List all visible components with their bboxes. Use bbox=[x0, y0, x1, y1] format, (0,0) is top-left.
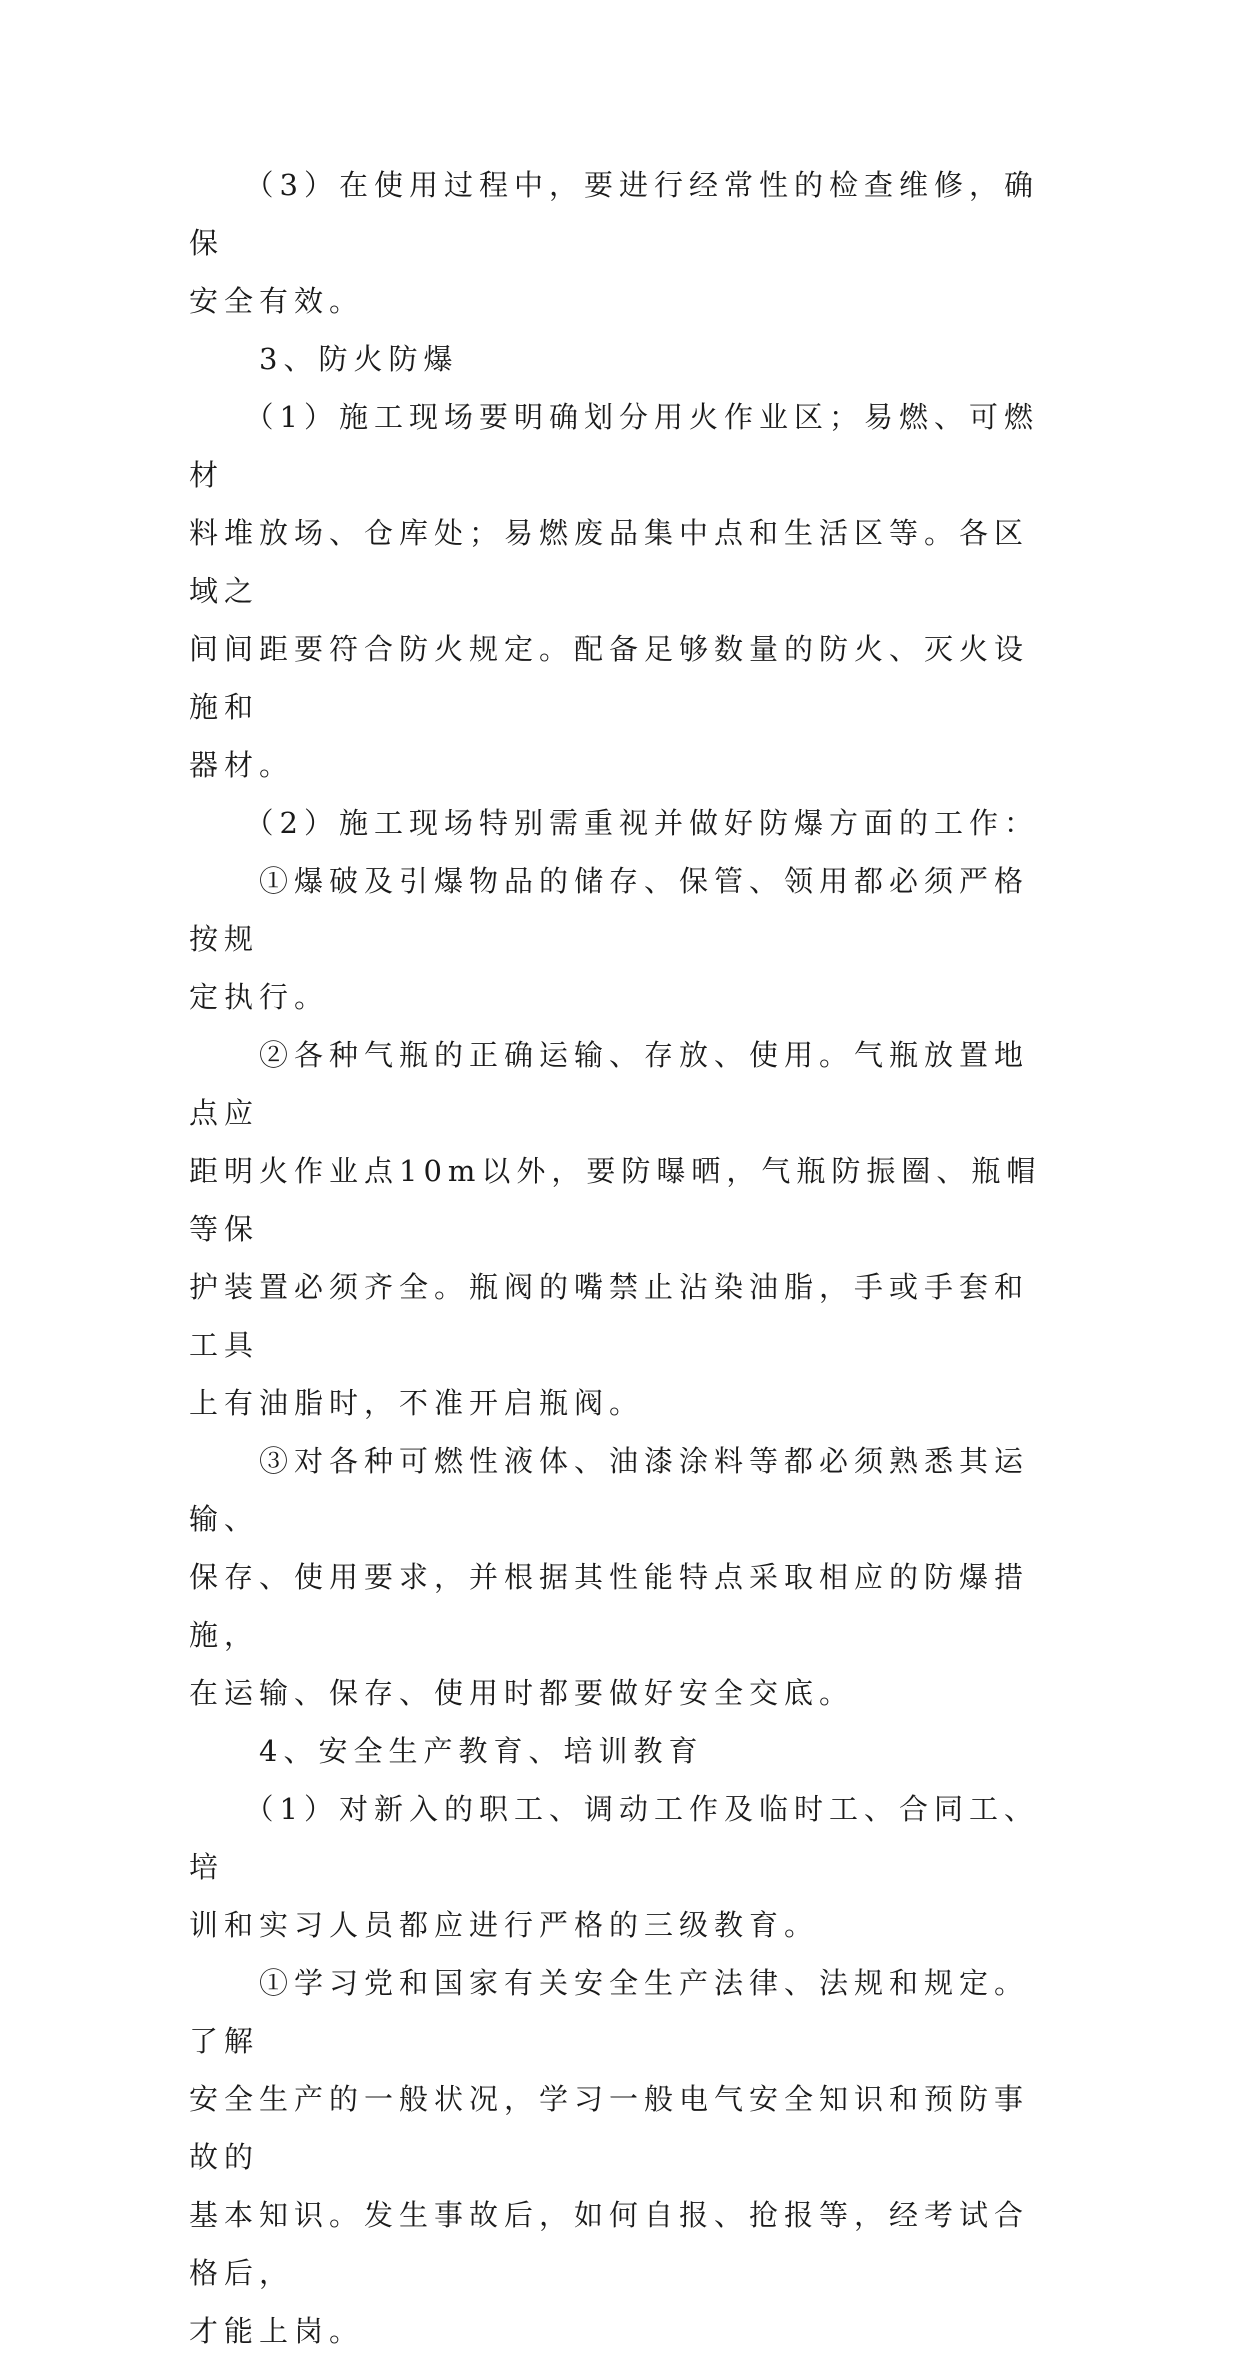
section-heading-safety-education: 4、安全生产教育、培训教育 bbox=[189, 1734, 704, 1768]
list-item-laws-regulations: ①学习党和国家有关安全生产法律、法规和规定。了解 安全生产的一般状况，学习一般电气安全知识和预防事故的 基本知识。发生事故后，如何自报、抢报等，经考试合格后， 才能上岗。 bbox=[189, 1966, 1030, 2348]
paragraph-fire-zones: （1）施工现场要明确划分用火作业区；易燃、可燃材 料堆放场、仓库处；易燃废品集中点和生活区等。各区域之 间间距要符合防火规定。配备足够数量的防火、灭火设施和 器材。 bbox=[189, 400, 1039, 782]
section-heading-fire-explosion: 3、防火防爆 bbox=[189, 342, 459, 376]
paragraph-three-level-education: （1）对新入的职工、调动工作及临时工、合同工、培 训和实习人员都应进行严格的三级教育。 bbox=[189, 1792, 1039, 1942]
list-item-explosives: ①爆破及引爆物品的储存、保管、领用都必须严格按规 定执行。 bbox=[189, 864, 1030, 1014]
list-item-flammable-liquids: ③对各种可燃性液体、油漆涂料等都必须熟悉其运输、 保存、使用要求，并根据其性能特点采取相应的防爆措施， 在运输、保存、使用时都要做好安全交底。 bbox=[189, 1444, 1030, 1710]
list-item-gas-cylinders: ②各种气瓶的正确运输、存放、使用。气瓶放置地点应 距明火作业点10m以外，要防曝晒，气瓶防振圈、瓶帽等保 护装置必须齐全。瓶阀的嘴禁止沾染油脂，手或手套和工具 上有油脂时，不准开启瓶阀。 bbox=[189, 1038, 1042, 1420]
document-body bbox=[189, 156, 1049, 2360]
paragraph-maintenance-check: （3）在使用过程中，要进行经常性的检查维修，确保 安全有效。 bbox=[189, 168, 1039, 318]
paragraph-explosion-prevention: （2）施工现场特别需重视并做好防爆方面的工作： bbox=[189, 806, 1039, 840]
